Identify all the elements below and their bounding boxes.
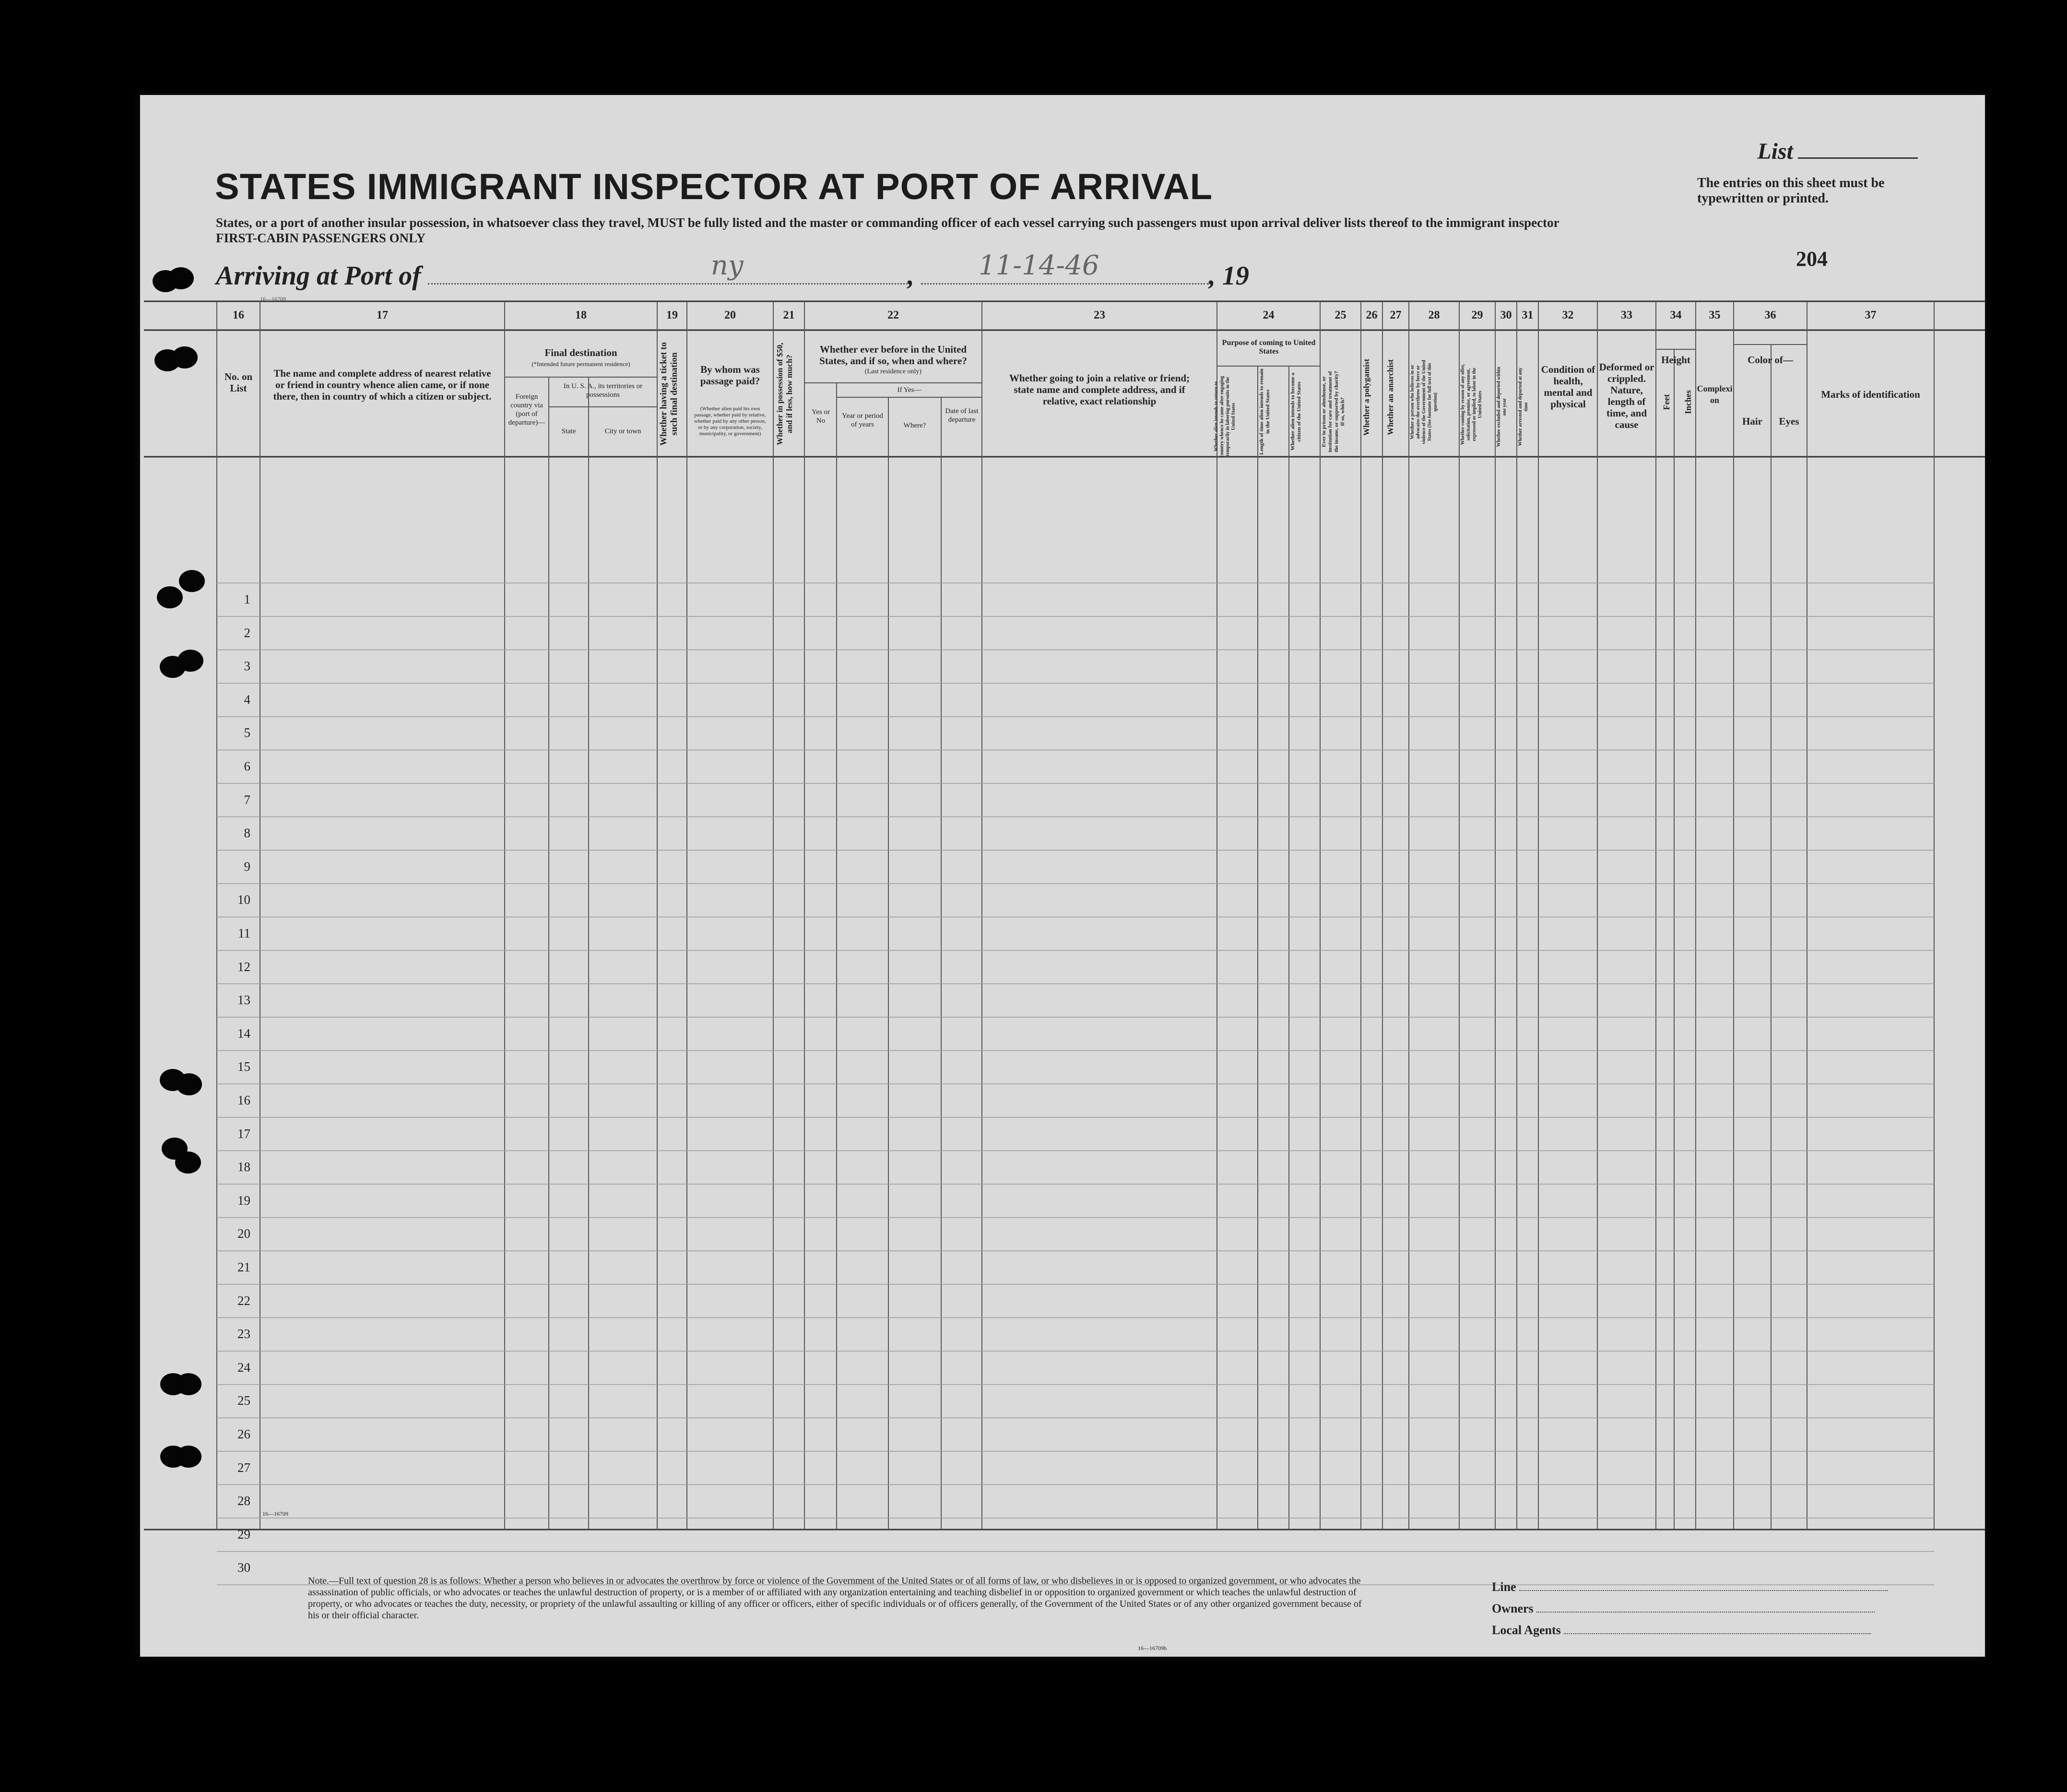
intro-line-2: FIRST-CABIN PASSENGERS ONLY	[216, 231, 426, 245]
col-number-23: 23	[1094, 309, 1105, 321]
header-labor-offer: Whether coming by reason of any offer, solicitation, promise, or agreement, expressed or implied, to labor in the United States	[1460, 364, 1483, 445]
col-number-36: 36	[1764, 309, 1776, 321]
row-number: 20	[237, 1226, 250, 1241]
row-number: 4	[244, 692, 250, 707]
row-number: 14	[237, 1026, 250, 1041]
row-number: 21	[237, 1260, 250, 1274]
header-fifty-dollars: Whether in possession of $50, and if less, how much?	[775, 343, 794, 445]
punch-hole	[157, 586, 183, 608]
col-number-24: 24	[1263, 309, 1275, 321]
row-number: 25	[237, 1393, 250, 1408]
list-label: List	[1757, 139, 1793, 164]
header-year-period: Year or period of years	[842, 412, 883, 428]
arriving-label: Arriving at Port of	[216, 261, 421, 291]
intro-line-1: States, or a port of another insular possession, in whatsoever class they travel, MUST be fully listed and the master or commanding officer of each vessel carrying such passengers must upon arrival deliver lists thereof to the immigrant inspector	[216, 215, 1559, 230]
port-handwritten: ny	[710, 250, 744, 281]
header-overthrow: Whether a person who believes in or advocates the overthrow by force or violence of the Government of the United States (See footnote for full text of this question)	[1410, 360, 1438, 444]
outer-rules	[144, 301, 1985, 1530]
row-number: 22	[237, 1293, 250, 1308]
local-agents-label: Local Agents	[1492, 1623, 1561, 1637]
col-number-31: 31	[1522, 309, 1534, 321]
header-ticket: Whether having a ticket to such final destination	[659, 342, 679, 446]
row-number: 1	[244, 592, 250, 606]
agents-blank	[1564, 1633, 1871, 1634]
punch-hole	[175, 1151, 201, 1174]
row-number: 8	[244, 826, 250, 841]
row-number: 15	[237, 1059, 250, 1074]
row-number: 18	[237, 1160, 250, 1175]
header-before-in-us: Whether ever before in the United States, and if so, when and where?	[819, 344, 967, 367]
header-foreign-country: Foreign country via (port of departure)—	[508, 393, 545, 427]
row-number: 30	[237, 1560, 250, 1575]
header-polygamist: Whether a polygamist	[1362, 358, 1371, 436]
header-health: Condition of health, mental and physical	[1541, 364, 1595, 410]
footnote-q28: Note.—Full text of question 28 is as follows: Whether a person who believes in or advocates the overthrow by force or violence of the Government of the United States or of all forms of law, or who disbelieves in or is opposed to organized government, or who advocates the assassination of public officials, or who advocates or teaches the unlawful destruction of property, or is a member of or affiliated with any organization entertaining and teaching disbelief in or opposition to organized government or which teaches the unlawful destruction of property, or who advocates or teaches the duty, necessity, or propriety of the unlawful assaulting or killing of any officer or officers, either of specific individuals or of officers generally, of the Government of the United States or of any other organized government because of his or their official character.	[308, 1576, 1362, 1621]
row-number: 11	[238, 926, 250, 940]
row-number: 3	[244, 659, 250, 674]
header-complexion: Complexion	[1697, 384, 1733, 405]
col-number-30: 30	[1500, 309, 1512, 321]
header-state: State	[561, 427, 576, 435]
col-number-22: 22	[887, 309, 899, 321]
header-final-destination-sub: (*Intended future permanent residence)	[532, 360, 630, 368]
header-in-usa: In U. S. A., its territories or possessions	[563, 382, 643, 399]
header-eyes: Eyes	[1779, 415, 1799, 427]
row-number: 19	[237, 1193, 250, 1208]
owners-field	[1492, 1602, 1875, 1616]
header-no-on-list: No. on List	[224, 371, 253, 394]
owners-blank	[1536, 1612, 1875, 1613]
date-handwritten: 11-14-46	[978, 250, 1099, 281]
header-passage-paid-sub: (Whether alien paid his own passage, whether paid by relative, whether paid by any other person, or by any corporation, society, municipality, or government)	[694, 406, 766, 437]
line-label: Line	[1492, 1580, 1516, 1594]
punch-hole	[177, 650, 203, 672]
col-number-27: 27	[1390, 309, 1402, 321]
header-last-residence: (Last residence only)	[864, 368, 922, 375]
row-number: 7	[244, 792, 250, 807]
header-height: Height	[1661, 354, 1690, 366]
header-join-relative: Whether going to join a relative or friend; state name and complete address, and if relative, exact relationship	[1009, 372, 1190, 407]
col-number-37: 37	[1865, 309, 1877, 321]
col-number-17: 17	[377, 309, 388, 321]
row-number: 10	[237, 892, 250, 907]
row-number: 13	[237, 993, 250, 1008]
form-number-bottom: 16—16709	[262, 1510, 288, 1517]
manifest-sheet	[140, 95, 1985, 1657]
row-number: 2	[244, 625, 250, 640]
header-color-of: Color of—	[1748, 354, 1793, 366]
page-title: STATES IMMIGRANT INSPECTOR AT PORT OF ARRIVAL	[215, 166, 1213, 207]
header-city-town: City or town	[604, 427, 641, 435]
header-prison: Ever in prison or almshouse, or institution for care and treatment of the insane, or supported by charity? If so, which?	[1321, 371, 1346, 452]
header-hair: Hair	[1742, 415, 1762, 427]
line-field	[1492, 1580, 1888, 1594]
punch-hole	[176, 1073, 202, 1095]
row-number: 24	[237, 1360, 250, 1375]
col-number-33: 33	[1621, 309, 1632, 321]
header-anarchist: Whether an anarchist	[1386, 359, 1395, 436]
col-number-18: 18	[575, 309, 587, 321]
col-number-34: 34	[1670, 309, 1682, 321]
header-final-destination: Final destination	[544, 347, 617, 358]
owners-label: Owners	[1492, 1602, 1534, 1615]
header-purpose-return: Whether alien intends to return to country whence he came after engaging temporarily in laboring pursuits in the United States	[1214, 376, 1236, 457]
row-number: 9	[244, 859, 250, 874]
row-number: 5	[244, 725, 250, 740]
line-blank	[1519, 1590, 1888, 1591]
row-number: 28	[237, 1494, 250, 1508]
row-number: 17	[237, 1126, 250, 1141]
punch-hole	[172, 346, 198, 368]
footnote-form-number: 16—16709b	[1138, 1645, 1167, 1651]
header-passage-paid: By whom was passage paid?	[700, 364, 760, 387]
row-number: 29	[237, 1527, 250, 1542]
header-where: Where?	[903, 422, 926, 429]
col-number-20: 20	[724, 309, 736, 321]
header-arrested: Whether arrested and deported at any time	[1518, 368, 1529, 446]
row-number: 23	[237, 1327, 250, 1341]
header-date-departure: Date of last departure	[945, 407, 979, 424]
punch-hole	[176, 1446, 201, 1468]
form-number-top: 16—16709	[260, 296, 286, 302]
year-label: , 19	[1208, 261, 1249, 291]
header-purpose-citizen: Whether alien intends to become a citizen of the United States	[1290, 372, 1302, 451]
header-if-yes: If Yes—	[897, 386, 921, 394]
header-feet: Feet	[1662, 394, 1671, 410]
table-grid	[140, 95, 1985, 1657]
punch-hole	[176, 1373, 201, 1395]
comma: ,	[907, 261, 914, 291]
column-rules	[217, 301, 1934, 1530]
row-number: 6	[244, 759, 250, 773]
entries-note: The entries on this sheet must be typewritten or printed.	[1697, 176, 1885, 206]
header-yes-no: Yes or No	[811, 408, 830, 425]
punch-hole	[168, 267, 194, 289]
col-number-25: 25	[1335, 309, 1347, 321]
col-number-26: 26	[1366, 309, 1378, 321]
col-number-21: 21	[783, 309, 795, 321]
header-deformed: Deformed or crippled. Nature, length of time, and cause	[1599, 361, 1654, 430]
header-purpose-length: Length of time alien intends to remain in the United States	[1259, 368, 1271, 455]
header-excluded: Whether excluded and deported within one year	[1496, 367, 1507, 447]
punch-hole	[179, 570, 205, 592]
header-inches: Inches	[1683, 390, 1693, 415]
row-number: 27	[237, 1460, 250, 1475]
col-number-28: 28	[1428, 309, 1440, 321]
col-number-32: 32	[1562, 309, 1574, 321]
row-number: 16	[237, 1093, 250, 1107]
col-number-35: 35	[1709, 309, 1721, 321]
row-number: 26	[237, 1427, 250, 1441]
header-nearest-relative: The name and complete address of nearest relative or friend in country whence alien came, or if none there, then in country of which a citizen or subject.	[273, 368, 492, 402]
agents-field	[1492, 1623, 1871, 1638]
header-purpose: Purpose of coming to United States	[1222, 339, 1316, 356]
header-marks: Marks of identification	[1821, 389, 1920, 400]
col-number-29: 29	[1471, 309, 1483, 321]
col-number-16: 16	[233, 309, 244, 321]
row-rules	[217, 583, 1934, 1585]
sheet-number: 204	[1796, 247, 1828, 271]
col-number-19: 19	[666, 309, 678, 321]
row-number: 12	[237, 959, 250, 974]
